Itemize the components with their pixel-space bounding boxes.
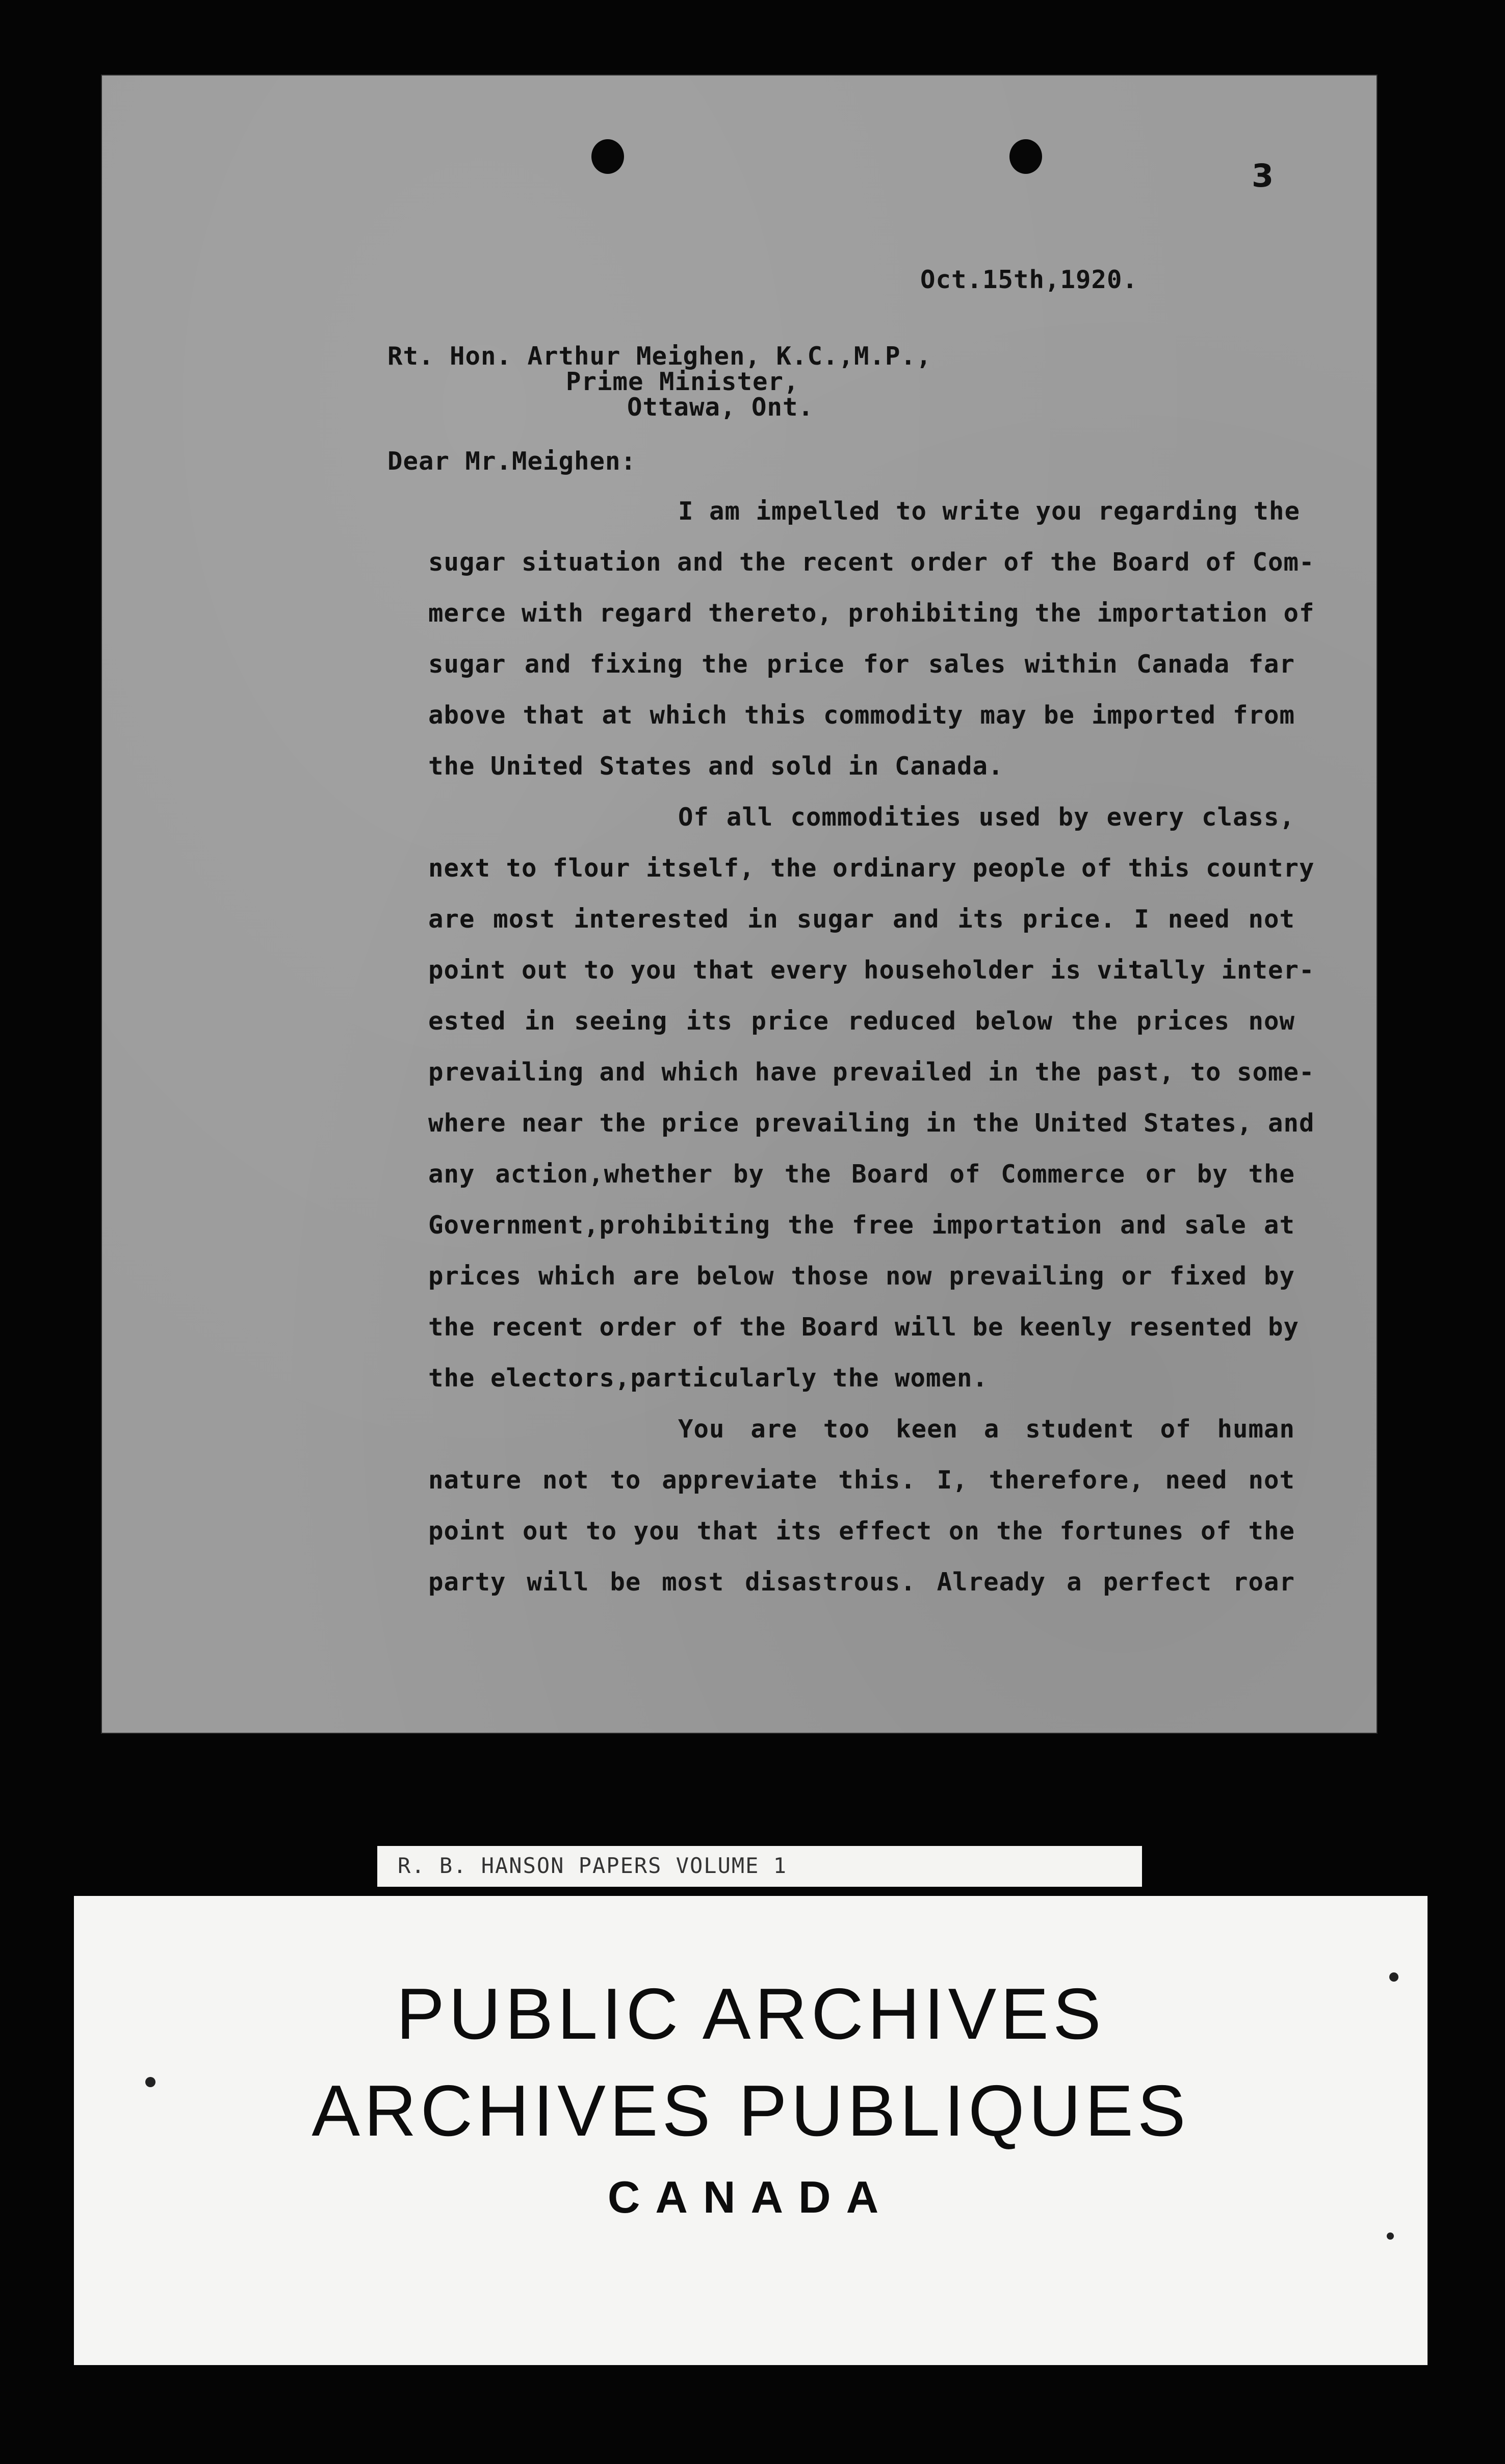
- body-line: I am impelled to write you regarding the: [678, 497, 1301, 526]
- body-line: sugar situation and the recent order of the Board of Com-: [428, 548, 1315, 577]
- body-line: You are too keen a student of human: [678, 1415, 1295, 1444]
- body-line: ested in seeing its price reduced below the prices now: [428, 1007, 1295, 1036]
- body-line: are most interested in sugar and its price. I need not: [428, 905, 1295, 934]
- salutation: Dear Mr.Meighen:: [387, 447, 637, 476]
- body-line: point out to you that every householder is vitally inter-: [428, 956, 1315, 985]
- body-line: Of all commodities used by every class,: [678, 803, 1295, 832]
- body-line: prevailing and which have prevailed in the past, to some-: [428, 1058, 1315, 1087]
- body-line: sugar and fixing the price for sales within Canada far: [428, 650, 1295, 679]
- body-line: Government,prohibiting the free importation and sale at: [428, 1211, 1295, 1240]
- body-line: party will be most disastrous. Already a perfect roar: [428, 1568, 1295, 1597]
- recipient-city: Ottawa, Ont.: [627, 393, 814, 422]
- body-line: prices which are below those now prevailing or fixed by: [428, 1262, 1295, 1291]
- body-line: point out to you that its effect on the fortunes of the: [428, 1517, 1295, 1546]
- recipient-title: Prime Minister,: [566, 367, 799, 396]
- punch-hole-right: [1009, 139, 1042, 174]
- body-line: where near the price prevailing in the United States, and: [428, 1109, 1315, 1138]
- file-label-text: R. B. HANSON PAPERS VOLUME 1: [398, 1853, 788, 1878]
- body-line: above that at which this commodity may be imported from: [428, 701, 1295, 730]
- dust-speck: [1387, 2232, 1394, 2240]
- punch-hole-left: [591, 139, 624, 174]
- page-number: 3: [1252, 157, 1274, 194]
- file-label-tab: [377, 1846, 1142, 1887]
- recipient-name: Rt. Hon. Arthur Meighen, K.C.,M.P.,: [387, 342, 932, 371]
- body-line: the United States and sold in Canada.: [428, 752, 1004, 781]
- body-line: merce with regard thereto, prohibiting the importation of: [428, 599, 1315, 628]
- body-line: the electors,particularly the women.: [428, 1364, 989, 1393]
- body-line: next to flour itself, the ordinary people of this country: [428, 854, 1315, 883]
- body-line: nature not to appreviate this. I, therefore, need not: [428, 1466, 1295, 1495]
- archive-card: [74, 1896, 1428, 2365]
- dust-speck: [145, 2077, 155, 2087]
- body-line: the recent order of the Board will be keenly resented by: [428, 1313, 1300, 1342]
- archive-title-english: PUBLIC ARCHIVES: [396, 1973, 1105, 2055]
- body-line: any action,whether by the Board of Commerce or by the: [428, 1160, 1295, 1189]
- letter-page: [102, 75, 1377, 1733]
- archive-title-french: ARCHIVES PUBLIQUES: [312, 2070, 1190, 2151]
- letter-date: Oct.15th,1920.: [920, 265, 1138, 294]
- archive-country: CANADA: [607, 2172, 894, 2222]
- dust-speck: [1389, 1972, 1398, 1982]
